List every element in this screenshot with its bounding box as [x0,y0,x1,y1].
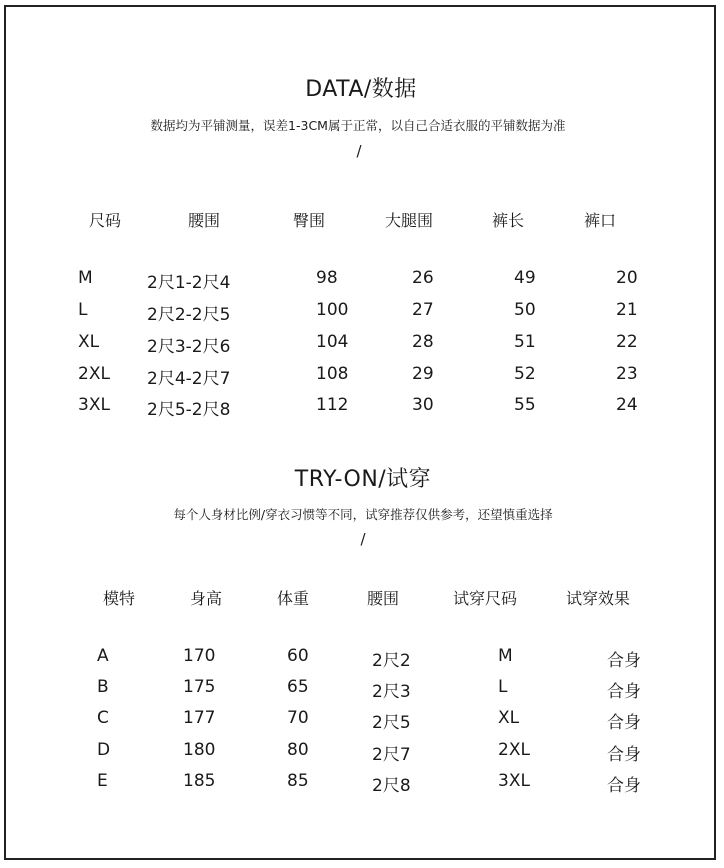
tryon-cell: 60 [287,646,309,666]
tryon-cell: L [498,677,508,697]
tryon-cell: 70 [287,708,309,728]
tryon-cell: A [97,646,109,666]
size-cell: M [78,268,93,288]
tryon-cell: 2尺3 [372,682,411,702]
tryon-cell: 合身 [607,713,641,733]
tryon-header-2: 体重 [277,589,310,608]
tryon-header-1: 身高 [190,589,223,608]
size-cell: 2尺3-2尺6 [147,337,231,357]
size-cell: 51 [514,332,536,352]
tryon-cell: 2XL [498,740,530,760]
tryon-header-4: 试穿尺码 [453,589,518,608]
size-header-2: 臀围 [293,211,326,230]
size-cell: 2尺5-2尺8 [147,400,231,420]
size-cell: 2尺1-2尺4 [147,273,231,293]
tryon-cell: 3XL [498,771,530,791]
tryon-cell: 80 [287,740,309,760]
tryon-cell: 177 [183,708,216,728]
tryon-cell: B [97,677,109,697]
size-cell: 21 [616,300,638,320]
tryon-cell: 合身 [607,745,641,765]
size-cell: 49 [514,268,536,288]
data-divider: / [356,142,362,160]
size-cell: 27 [412,300,434,320]
tryon-header-0: 模特 [103,589,136,608]
size-cell: 26 [412,268,434,288]
size-header-3: 大腿围 [385,211,434,230]
tryon-title: TRY-ON/试穿 [294,467,432,492]
size-cell: 55 [514,395,536,415]
data-subtitle: 数据均为平铺测量，误差1-3CM属于正常，以自己合适衣服的平铺数据为准 [150,118,566,133]
size-cell: 22 [616,332,638,352]
size-cell: 29 [412,364,434,384]
tryon-cell: 2尺2 [372,651,411,671]
data-title: DATA/数据 [305,77,417,102]
size-cell: L [78,300,88,320]
size-cell: 28 [412,332,434,352]
tryon-cell: D [97,740,111,760]
size-header-0: 尺码 [89,211,122,230]
size-cell: 23 [616,364,638,384]
size-cell: 52 [514,364,536,384]
size-cell: 3XL [78,395,110,415]
size-cell: 98 [316,268,338,288]
size-cell: 20 [616,268,638,288]
tryon-divider: / [360,530,366,548]
size-cell: 100 [316,300,349,320]
size-cell: 2XL [78,364,110,384]
tryon-header-5: 试穿效果 [566,589,631,608]
tryon-cell: C [97,708,109,728]
size-cell: 2尺2-2尺5 [147,305,231,325]
tryon-subtitle: 每个人身材比例/穿衣习惯等不同，试穿推荐仅供参考，还望慎重选择 [173,507,553,522]
tryon-cell: 合身 [607,682,641,702]
tryon-cell: M [498,646,513,666]
size-cell: 112 [316,395,349,415]
size-cell: XL [78,332,100,352]
tryon-header-3: 腰围 [367,589,400,608]
tryon-cell: 175 [183,677,216,697]
tryon-cell: 170 [183,646,216,666]
tryon-cell: 185 [183,771,216,791]
size-cell: 24 [616,395,638,415]
size-cell: 108 [316,364,349,384]
size-header-4: 裤长 [492,211,525,230]
tryon-cell: 合身 [607,651,641,671]
size-cell: 50 [514,300,536,320]
tryon-cell: 180 [183,740,216,760]
tryon-cell: 合身 [607,776,641,796]
size-cell: 30 [412,395,434,415]
size-header-1: 腰围 [188,211,221,230]
tryon-cell: E [97,771,108,791]
tryon-cell: 2尺8 [372,776,411,796]
size-cell: 2尺4-2尺7 [147,369,231,389]
tryon-cell: 85 [287,771,309,791]
size-cell: 104 [316,332,349,352]
tryon-cell: XL [498,708,520,728]
size-header-5: 裤口 [584,211,617,230]
tryon-cell: 2尺5 [372,713,411,733]
tryon-cell: 65 [287,677,309,697]
tryon-cell: 2尺7 [372,745,411,765]
